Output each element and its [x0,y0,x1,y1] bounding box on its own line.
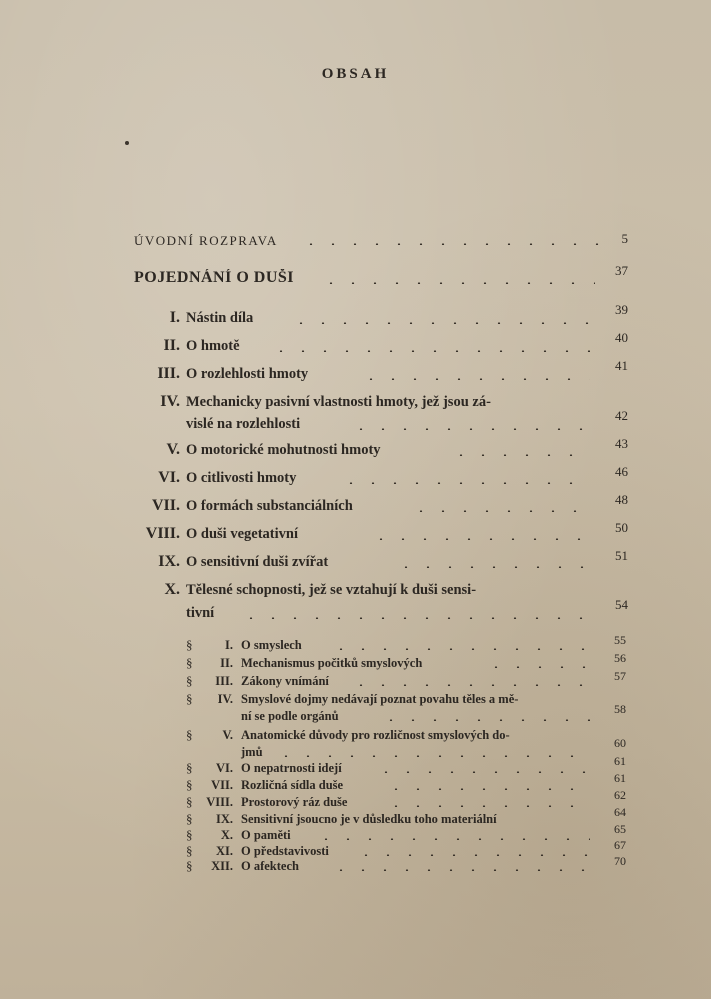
section-sign: § [186,827,193,842]
chapter-page: 46 [615,464,628,479]
chapter-title: O hmotě [186,338,240,354]
section-sign: § [186,673,193,688]
paragraph-title: O smyslech [241,638,302,652]
paragraph-number: I. [225,638,233,652]
section-sign: § [186,794,193,809]
page-title: OBSAH [321,66,390,82]
chapter-number: VII. [151,497,180,514]
intro-page: 5 [621,231,628,246]
dot-leader [315,838,590,840]
chapter-title-continued: tivní [186,605,215,621]
dot-leader [360,378,590,380]
dot-leader [275,755,590,757]
paragraph-number: XII. [211,859,233,873]
chapter-number: I. [169,309,180,326]
paragraph-title: O paměti [241,828,291,842]
dot-leader [385,788,590,790]
paragraph-title: Prostorový ráz duše [241,795,348,809]
dot-leader [330,869,590,871]
intro-label: ÚVODNÍ ROZPRAVA [134,233,278,248]
chapter-title: Mechanicky pasivní vlastnosti hmoty, jež jsou zá- [186,394,491,410]
dot-leader [385,805,590,807]
dot-leader [290,322,590,324]
dot-leader [300,243,600,245]
paragraph-title: Zákony vnímání [241,674,329,688]
section-sign: § [186,727,193,742]
paragraph-number: XI. [215,844,233,858]
chapter-title: Tělesné schopnosti, jež se vztahují k duši sensi- [186,582,477,598]
part-label: POJEDNÁNÍ O DUŠI [134,269,295,286]
paragraph-title: O představivosti [241,844,329,858]
chapter-page: 54 [615,597,628,612]
dot-leader [350,428,590,430]
paragraph-number: II. [220,656,233,670]
paragraph-number: III. [215,674,233,688]
ink-speck [125,141,129,145]
part-page: 37 [615,263,628,278]
dot-leader [450,454,590,456]
chapter-page: 48 [615,492,628,507]
paragraph-page: 61 [614,771,626,785]
chapter-number: II. [163,337,180,354]
chapter-title: O motorické mohutnosti hmoty [186,442,381,458]
chapter-page: 43 [615,436,628,451]
chapter-number: X. [164,581,180,598]
dot-leader [370,538,590,540]
paragraph-number: VIII. [206,795,233,809]
chapter-number: III. [157,365,180,382]
paragraph-title: O afektech [241,859,299,873]
paragraph-page: 61 [614,754,626,768]
paragraph-page: 55 [614,633,626,647]
paragraph-number: VII. [211,778,233,792]
dot-leader [395,566,590,568]
dot-leader [355,854,590,856]
chapter-title: O formách substanciálních [186,498,353,514]
dot-leader [380,719,590,721]
paragraph-page: 62 [614,788,626,802]
chapter-page: 50 [615,520,628,535]
section-sign: § [186,811,193,826]
paragraph-title-continued: ní se podle orgánů [241,709,339,723]
chapter-title: O duši vegetativní [186,526,298,542]
paragraph-title-continued: jmů [241,745,263,759]
chapter-page: 42 [615,408,628,423]
dot-leader [330,648,590,650]
chapter-number: IX. [158,553,180,570]
section-sign: § [186,858,193,873]
paragraph-page: 58 [614,702,626,716]
dot-leader [410,510,590,512]
chapter-title-continued: vislé na rozlehlosti [186,416,301,432]
paragraph-title: Smyslové dojmy nedávají poznat povahu těles a mě- [241,692,519,706]
paragraph-title: O nepatrnosti idejí [241,761,342,775]
chapter-page: 40 [615,330,628,345]
paragraph-number: IX. [215,812,233,826]
section-sign: § [186,760,193,775]
dot-leader [350,684,590,686]
section-sign: § [186,691,193,706]
chapter-title: O sensitivní duši zvířat [186,554,329,570]
section-sign: § [186,843,193,858]
paragraph-title: Mechanismus počitků smyslových [241,656,423,670]
section-sign: § [186,655,193,670]
dot-leader [240,617,590,619]
paragraph-title: Sensitivní jsoucno je v důsledku toho materiální [241,812,497,826]
dot-leader [270,350,590,352]
dot-leader [320,282,595,284]
paragraph-title: Anatomické důvody pro rozličnost smyslových do- [241,728,510,742]
section-sign: § [186,777,193,792]
paragraph-number: V. [222,728,233,742]
paragraph-number: IV. [217,692,233,706]
paragraph-page: 67 [614,838,626,852]
dot-leader [375,771,590,773]
chapter-page: 41 [615,358,628,373]
paragraph-number: X. [220,828,233,842]
chapter-title: O rozlehlosti hmoty [186,366,309,382]
section-sign: § [186,637,193,652]
dot-leader [485,666,590,668]
paragraph-page: 65 [614,822,626,836]
paragraph-page: 70 [614,854,626,868]
paragraph-page: 64 [614,805,626,819]
chapter-number: V. [166,441,180,458]
paragraph-title: Rozličná sídla duše [241,778,344,792]
chapter-number: VI. [158,469,180,486]
chapter-number: IV. [160,393,180,410]
paragraph-page: 57 [614,669,626,683]
paragraph-page: 60 [614,736,626,750]
paragraph-number: VI. [215,761,233,775]
chapter-number: VIII. [145,525,180,542]
paragraph-page: 56 [614,651,626,665]
dot-leader [340,482,590,484]
chapter-page: 39 [615,302,628,317]
chapter-page: 51 [615,548,628,563]
chapter-title: O citlivosti hmoty [186,470,297,486]
chapter-title: Nástin díla [186,310,254,326]
